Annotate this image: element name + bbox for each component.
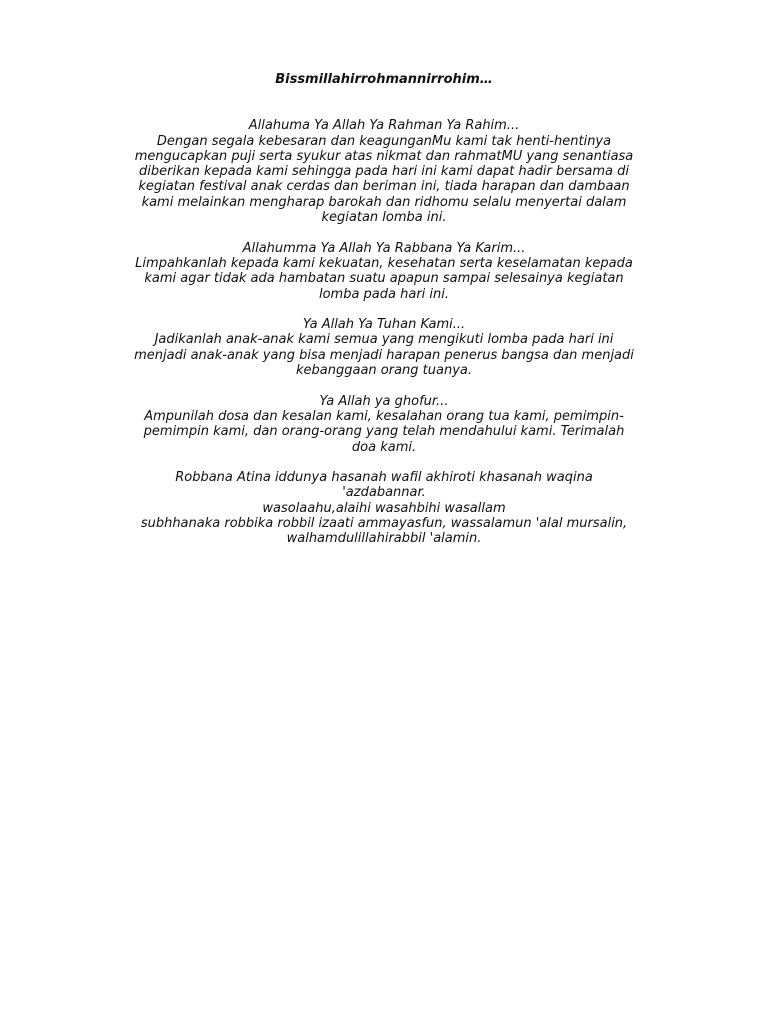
text-line: Ya Allah Ya Tuhan Kami... xyxy=(302,317,466,333)
text-line: Allahuma Ya Allah Ya Rahman Ya Rahim... xyxy=(248,118,520,134)
text-line: Jadikanlah anak-anak kami semua yang mengikuti lomba pada hari ini xyxy=(154,332,614,348)
paragraph-5 xyxy=(90,470,678,546)
text-line: menjadi anak-anak yang bisa menjadi harapan penerus bangsa dan menjadi xyxy=(134,347,634,363)
text-line: kami agar tidak ada hambatan suatu apapun sampai selesainya kegiatan xyxy=(144,271,624,287)
text-line: Dengan segala kebesaran dan keagunganMu kami tak henti-hentinya xyxy=(156,133,612,149)
paragraph-1 xyxy=(90,118,678,225)
text-line: kebanggaan orang tuanya. xyxy=(295,363,472,379)
text-line: kami melainkan mengharap barokah dan ridhomu selalu menyertai dalam xyxy=(141,194,627,210)
text-line: lomba pada hari ini. xyxy=(318,286,450,302)
text-line: Limpahkanlah kepada kami kekuatan, kesehatan serta keselamatan kepada xyxy=(135,255,633,271)
text-line: Allahumma Ya Allah Ya Rabbana Ya Karim... xyxy=(242,240,526,256)
paragraph-2 xyxy=(90,241,678,302)
text-line: walhamdulillahirabbil 'alamin. xyxy=(286,531,482,547)
paragraph-3 xyxy=(90,317,678,378)
text-line: subhhanaka robbika robbil izaati ammayasfun, wassalamun 'alal mursalin, xyxy=(140,516,628,532)
paragraph-4 xyxy=(90,394,678,455)
text-line: diberikan kepada kami sehingga pada hari ini kami dapat hadir bersama di xyxy=(139,164,629,180)
text-line: 'azdabannar. xyxy=(342,485,426,501)
text-line: mengucapkan puji serta syukur atas nikmat dan rahmatMU yang senantiasa xyxy=(134,148,634,164)
text-line: Ampunilah dosa dan kesalan kami, kesalahan orang tua kami, pemimpin- xyxy=(144,408,624,424)
text-line: pemimpin kami, dan orang-orang yang telah mendahului kami. Terimalah xyxy=(143,424,625,440)
text-line: doa kami. xyxy=(351,439,417,455)
text-line: kegiatan lomba ini. xyxy=(321,210,447,226)
text-line: wasolaahu,alaihi wasahbihi wasallam xyxy=(262,500,506,516)
document-body xyxy=(90,72,678,562)
text-line: kegiatan festival anak cerdas dan beriman ini, tiada harapan dan dambaan xyxy=(138,179,630,195)
document-title: Bissmillahirrohmannirrohim… xyxy=(275,72,493,87)
text-line: Robbana Atina iddunya hasanah wafil akhiroti khasanah waqina xyxy=(175,470,593,486)
text-line: Ya Allah ya ghofur... xyxy=(319,393,449,409)
